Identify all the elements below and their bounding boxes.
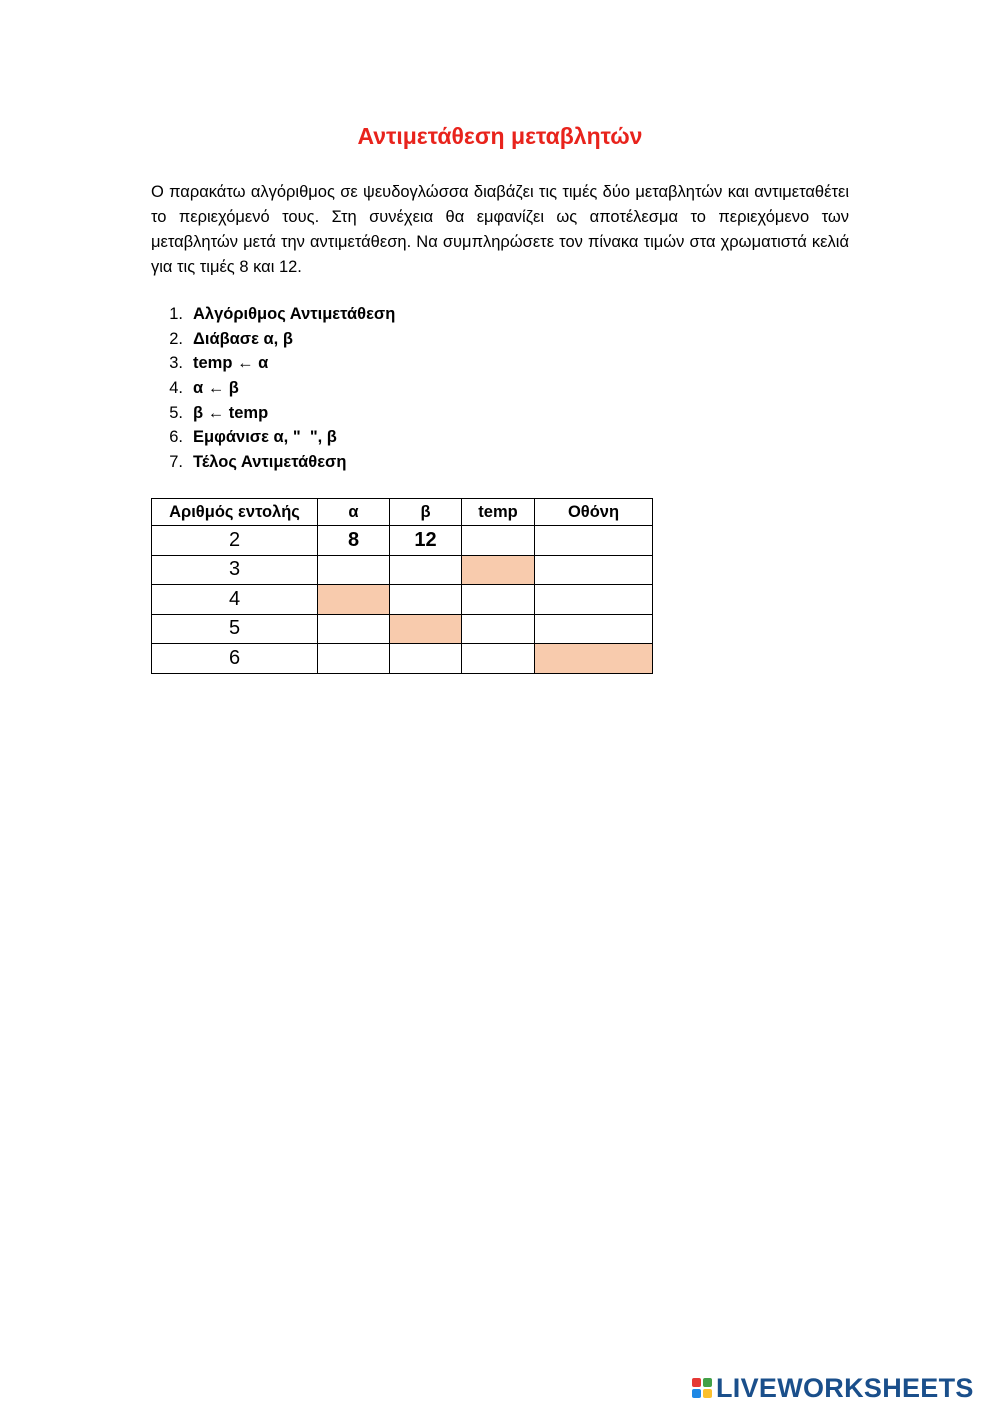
header-screen: Οθόνη bbox=[535, 499, 653, 526]
logo-square bbox=[703, 1378, 712, 1387]
cell-beta bbox=[390, 585, 462, 615]
step-text: α ← β bbox=[193, 379, 239, 398]
algorithm-step bbox=[151, 327, 395, 352]
cell-screen bbox=[535, 585, 653, 615]
table-row bbox=[152, 555, 653, 585]
cell-temp bbox=[462, 585, 535, 615]
answer-cell-beta[interactable] bbox=[390, 614, 462, 644]
step-number: 1. bbox=[169, 305, 183, 323]
step-number: 2. bbox=[169, 329, 183, 348]
header-alpha: α bbox=[318, 499, 390, 526]
cell-temp bbox=[462, 526, 535, 556]
cell-step: 2 bbox=[152, 526, 318, 556]
cell-alpha bbox=[318, 644, 390, 674]
table-row bbox=[152, 644, 653, 674]
answer-cell-screen[interactable] bbox=[535, 644, 653, 674]
algorithm-step bbox=[151, 302, 395, 327]
table-row bbox=[152, 585, 653, 615]
step-text: β ← temp bbox=[193, 403, 269, 422]
trace-table bbox=[151, 498, 653, 674]
liveworksheets-brand bbox=[692, 1373, 974, 1403]
cell-alpha: 8 bbox=[318, 526, 390, 556]
table-header-row bbox=[152, 499, 653, 526]
cell-screen bbox=[535, 614, 653, 644]
cell-beta bbox=[390, 644, 462, 674]
step-text: Αλγόριθμος Αντιμετάθεση bbox=[193, 305, 396, 323]
cell-temp bbox=[462, 614, 535, 644]
algorithm-list bbox=[151, 302, 395, 475]
answer-cell-temp[interactable] bbox=[462, 555, 535, 585]
algorithm-step bbox=[151, 450, 395, 475]
cell-temp bbox=[462, 644, 535, 674]
answer-cell-alpha[interactable] bbox=[318, 585, 390, 615]
cell-step: 6 bbox=[152, 644, 318, 674]
step-text: Διάβασε α, β bbox=[193, 329, 293, 348]
cell-step: 4 bbox=[152, 585, 318, 615]
logo-square bbox=[692, 1378, 701, 1387]
step-text: temp ← α bbox=[193, 354, 269, 373]
cell-screen bbox=[535, 526, 653, 556]
algorithm-step bbox=[151, 425, 395, 450]
step-number: 6. bbox=[169, 428, 183, 447]
step-text: Τέλος Αντιμετάθεση bbox=[193, 453, 347, 472]
cell-screen bbox=[535, 555, 653, 585]
step-number: 4. bbox=[169, 379, 183, 398]
cell-beta bbox=[390, 555, 462, 585]
algorithm-step bbox=[151, 376, 395, 401]
liveworksheets-logo-icon bbox=[692, 1378, 712, 1398]
step-number: 5. bbox=[169, 403, 183, 422]
logo-square bbox=[703, 1389, 712, 1398]
intro-paragraph: Ο παρακάτω αλγόριθμος σε ψευδογλώσσα διαβάζει τις τιμές δύο μεταβλητών και αντιμεταθέτει το περιεχόμενό τους. Στη συνέχεια θα εμφανίζει ως αποτέλεσμα το περιεχόμενο των μεταβλητών μετά την αντιμετάθεση. Να συμπληρώσετε τον πίνακα τιμών στα χρωματιστά κελιά για τις τιμές 8 και 12. bbox=[151, 183, 849, 276]
cell-step: 3 bbox=[152, 555, 318, 585]
step-number: 7. bbox=[169, 453, 183, 472]
cell-beta: 12 bbox=[390, 526, 462, 556]
algorithm-step bbox=[151, 351, 395, 376]
header-beta: β bbox=[390, 499, 462, 526]
table-row bbox=[152, 526, 653, 556]
step-number: 3. bbox=[169, 354, 183, 373]
cell-alpha bbox=[318, 614, 390, 644]
cell-step: 5 bbox=[152, 614, 318, 644]
brand-name: LIVEWORKSHEETS bbox=[716, 1373, 974, 1403]
header-step-number: Αριθμός εντολής bbox=[152, 499, 318, 526]
header-temp: temp bbox=[462, 499, 535, 526]
table-row bbox=[152, 614, 653, 644]
page-title: Αντιμετάθεση μεταβλητών bbox=[357, 123, 643, 149]
logo-square bbox=[692, 1389, 701, 1398]
cell-alpha bbox=[318, 555, 390, 585]
step-text: Εμφάνισε α, " ", β bbox=[193, 428, 337, 447]
algorithm-step bbox=[151, 401, 395, 426]
